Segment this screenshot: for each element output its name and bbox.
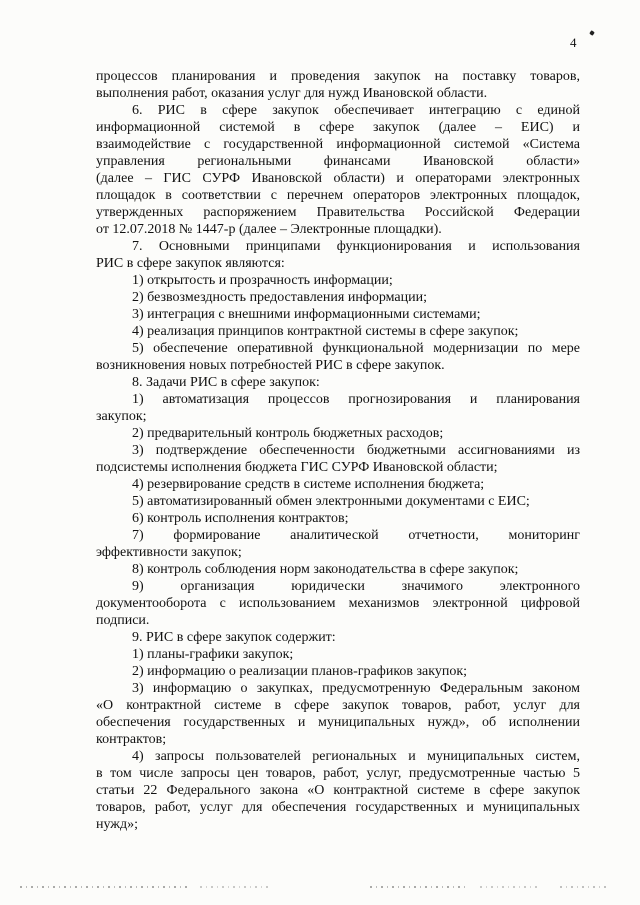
text-line: 1) открытость и прозрачность информации; [132, 273, 393, 288]
text-line: 9) организация юридически значимого электронного [132, 579, 580, 594]
text-line: от 12.07.2018 № 1447-р (далее – Электронные площадки). [96, 222, 442, 237]
text-line: 3) информацию о закупках, предусмотренную Федеральным законом [132, 681, 580, 696]
scan-noise [200, 886, 270, 888]
text-line: 3) интеграция с внешними информационными системами; [132, 307, 481, 322]
text-line: 8) контроль соблюдения норм законодательства в сфере закупок; [132, 562, 519, 577]
document-body [96, 68, 580, 833]
text-line: 3) подтверждение обеспеченности бюджетными ассигнованиями из [132, 443, 580, 458]
text-line: 5) автоматизированный обмен электронными документами с ЕИС; [132, 494, 530, 509]
text-line: нужд»; [96, 817, 138, 832]
text-line: подсистемы исполнения бюджета ГИС СУРФ Ивановской области; [96, 460, 498, 475]
scan-mark [589, 30, 595, 36]
text-line: (далее – ГИС СУРФ Ивановской области) и операторами электронных [96, 171, 580, 186]
text-line: товаров, работ, услуг для обеспечения государственных и муниципальных [96, 800, 580, 815]
text-line: в том числе запросы цен товаров, работ, услуг, предусмотренные частью 5 [96, 766, 580, 781]
text-line: 7. Основными принципами функционирования и использования [132, 239, 580, 254]
text-line: информационной системой в сфере закупок (далее – ЕИС) и [96, 120, 580, 135]
scan-noise [370, 886, 465, 888]
text-line: 2) предварительный контроль бюджетных расходов; [132, 426, 444, 441]
text-line: возникновения новых потребностей РИС в сфере закупок. [96, 358, 445, 373]
text-line: 6) контроль исполнения контрактов; [132, 511, 349, 526]
text-line: процессов планирования и проведения закупок на поставку товаров, [96, 69, 580, 84]
text-line: эффективности закупок; [96, 545, 242, 560]
text-line: управления региональными финансами Ивановской области» [96, 154, 580, 169]
text-line: 5) обеспечение оперативной функциональной модернизации по мере [132, 341, 580, 356]
text-line: площадок в соответствии с перечнем операторов электронных площадок, [96, 188, 580, 203]
text-line: 7) формирование аналитической отчетности, мониторинг [132, 528, 580, 543]
text-line: 1) планы-графики закупок; [132, 647, 294, 662]
text-line: 6. РИС в сфере закупок обеспечивает интеграцию с единой [132, 103, 580, 118]
text-line: 2) безвозмездность предоставления информации; [132, 290, 428, 305]
scan-noise [480, 886, 540, 888]
text-line: закупок; [96, 409, 147, 424]
text-line: 8. Задачи РИС в сфере закупок: [132, 375, 320, 390]
text-line: РИС в сфере закупок являются: [96, 256, 285, 271]
text-line: 4) реализация принципов контрактной системы в сфере закупок; [132, 324, 519, 339]
text-line: документооборота с использованием механизмов электронной цифровой [96, 596, 580, 611]
text-line: 9. РИС в сфере закупок содержит: [132, 630, 336, 645]
text-line: взаимодействие с государственной информационной системой «Система [96, 137, 580, 152]
text-line: 4) резервирование средств в системе исполнения бюджета; [132, 477, 485, 492]
text-line: обеспечения государственных и муниципальных нужд», об исполнении [96, 715, 580, 730]
text-line: утвержденных распоряжением Правительства Российской Федерации [96, 205, 580, 220]
text-line: 2) информацию о реализации планов-графиков закупок; [132, 664, 468, 679]
text-line: 4) запросы пользователей региональных и муниципальных систем, [132, 749, 580, 764]
text-line: контрактов; [96, 732, 167, 747]
text-line: статьи 22 Федерального закона «О контрактной системе в сфере закупок [96, 783, 580, 798]
text-line: 1) автоматизация процессов прогнозирования и планирования [132, 392, 580, 407]
text-line: «О контрактной системе в сфере закупок товаров, работ, услуг для [96, 698, 580, 713]
text-line: выполнения работ, оказания услуг для нужд Ивановской области. [96, 86, 488, 101]
text-line: подписи. [96, 613, 150, 628]
scan-noise [20, 886, 190, 888]
scan-noise [560, 886, 610, 888]
page-number: 4 [570, 35, 577, 50]
